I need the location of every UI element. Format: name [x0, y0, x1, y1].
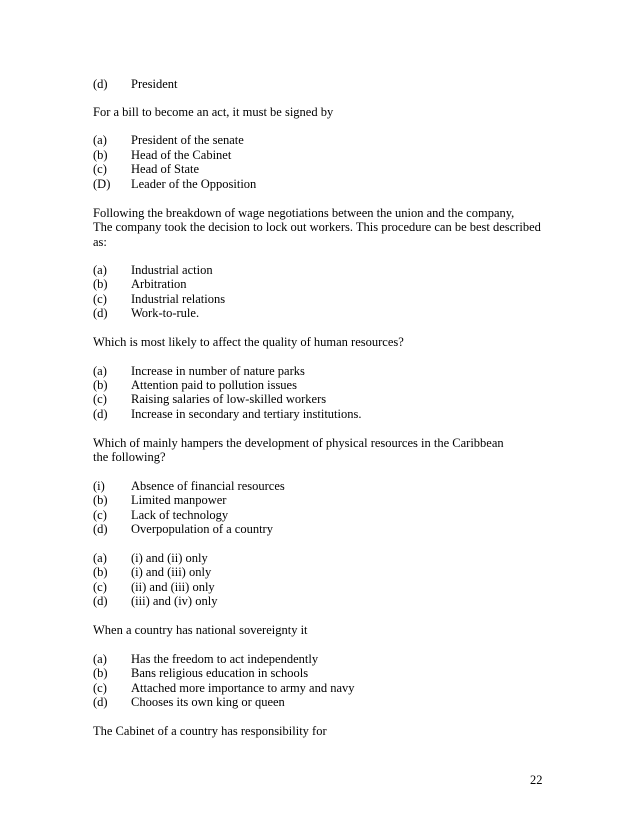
answer-option [93, 580, 215, 594]
option-text: Attention paid to pollution issues [131, 378, 297, 392]
question-stem: When a country has national sovereignty it [93, 623, 308, 637]
option [93, 493, 226, 507]
option-label: (d) [93, 77, 108, 91]
option-text: (i) and (ii) only [131, 551, 208, 565]
option-label: (c) [93, 508, 107, 522]
option [93, 306, 199, 320]
option-text: (iii) and (iv) only [131, 594, 218, 608]
option-text: Increase in secondary and tertiary institutions. [131, 407, 362, 421]
option [93, 378, 297, 392]
option-text: Arbitration [131, 277, 187, 291]
option-text: (i) and (iii) only [131, 565, 212, 579]
option-label: (c) [93, 162, 107, 176]
option-label: (b) [93, 493, 108, 507]
option-label: (a) [93, 551, 107, 565]
option [93, 277, 187, 291]
option [93, 479, 285, 493]
page-number: 22 [530, 773, 543, 787]
option-text: Industrial action [131, 263, 213, 277]
option-label: (d) [93, 695, 108, 709]
option-label: (d) [93, 522, 108, 536]
option [93, 162, 199, 176]
option [93, 652, 318, 666]
option-text: Industrial relations [131, 292, 226, 306]
option [93, 148, 231, 162]
option-label: (a) [93, 133, 107, 147]
option [93, 508, 228, 522]
question-stem: Following the breakdown of wage negotiations between the union and the company, [93, 206, 515, 220]
option-text: Attached more importance to army and navy [131, 681, 355, 695]
question-stem: For a bill to become an act, it must be signed by [93, 105, 334, 119]
question-stem: the following? [93, 450, 166, 464]
option-text: President of the senate [131, 133, 244, 147]
option-label: (d) [93, 407, 108, 421]
option-text: Head of State [131, 162, 200, 176]
option-label: (c) [93, 580, 107, 594]
option [93, 177, 256, 191]
option [93, 392, 326, 406]
option [93, 133, 244, 147]
option-label: (c) [93, 392, 107, 406]
option-label: (b) [93, 148, 108, 162]
option-label: (a) [93, 263, 107, 277]
option-label: (c) [93, 681, 107, 695]
option-text: Increase in number of nature parks [131, 364, 305, 378]
option-text: Limited manpower [131, 493, 227, 507]
question-stem: The Cabinet of a country has responsibility for [93, 724, 327, 738]
option-label: (a) [93, 364, 107, 378]
question-stem: as: [93, 235, 107, 249]
option [93, 666, 308, 680]
option-text: Overpopulation of a country [131, 522, 273, 536]
option-label: (D) [93, 177, 111, 191]
answer-option [93, 565, 211, 579]
answer-option [93, 551, 208, 565]
question-stem: Which is most likely to affect the quality of human resources? [93, 335, 404, 349]
option-label: (b) [93, 378, 108, 392]
option-label: (d) [93, 306, 108, 320]
option [93, 292, 225, 306]
option-text: Lack of technology [131, 508, 229, 522]
lead-option [93, 77, 178, 91]
option-text: Has the freedom to act independently [131, 652, 319, 666]
option [93, 263, 213, 277]
option [93, 695, 285, 709]
option-label: (d) [93, 594, 108, 608]
option-text: Raising salaries of low-skilled workers [131, 392, 327, 406]
option [93, 364, 305, 378]
option-text: Head of the Cabinet [131, 148, 232, 162]
option-label: (a) [93, 652, 107, 666]
option-text: Chooses its own king or queen [131, 695, 285, 709]
option-label: (b) [93, 666, 108, 680]
question-stem: Which of mainly hampers the development of physical resources in the Caribbean [93, 436, 504, 450]
option-text: President [131, 77, 178, 91]
option-label: (b) [93, 565, 108, 579]
option [93, 522, 273, 536]
option-text: Bans religious education in schools [131, 666, 309, 680]
option-label: (b) [93, 277, 108, 291]
option-text: Work-to-rule. [131, 306, 200, 320]
question-stem: The company took the decision to lock out workers. This procedure can be best described [93, 220, 541, 234]
option-text: (ii) and (iii) only [131, 580, 215, 594]
option-label: (c) [93, 292, 107, 306]
option [93, 681, 355, 695]
option [93, 407, 361, 421]
option-text: Leader of the Opposition [131, 177, 257, 191]
answer-option [93, 594, 217, 608]
option-text: Absence of financial resources [131, 479, 285, 493]
option-label: (i) [93, 479, 105, 493]
